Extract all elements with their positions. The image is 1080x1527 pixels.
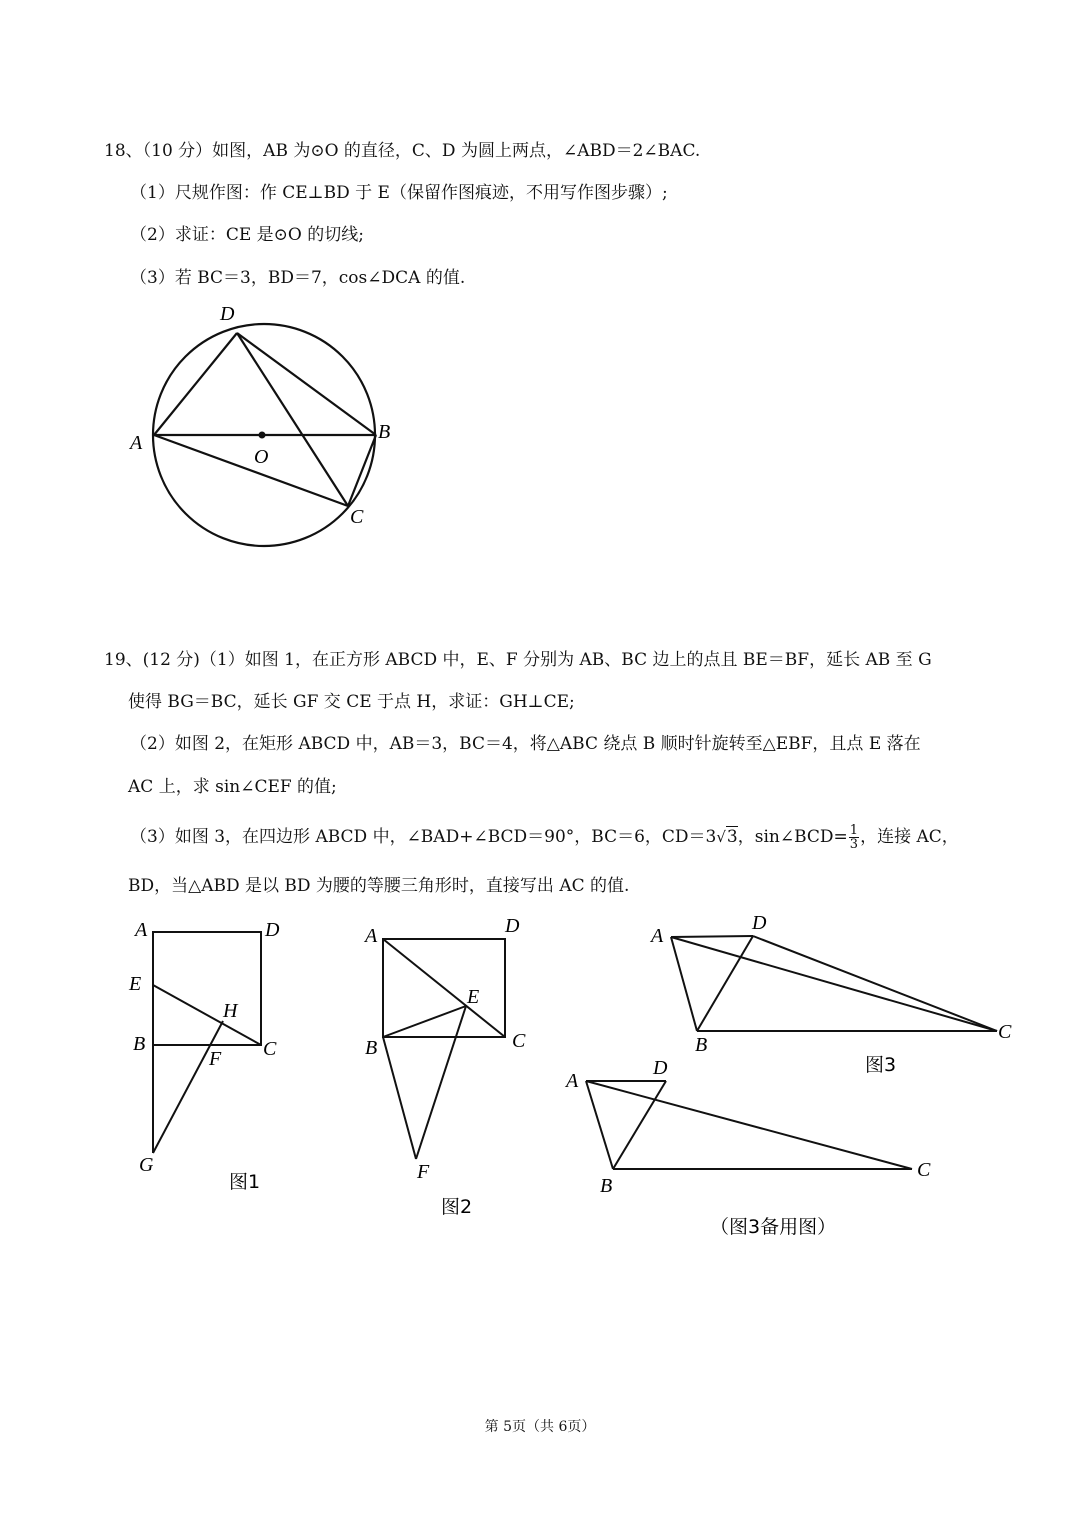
segment-ac [671,937,997,1031]
segment-bd [697,936,753,1031]
q18-part1: （1）尺规作图：作 CE⊥BD 于 E（保留作图痕迹，不用写作图步骤）; [130,183,668,203]
q18-circle-figure [120,296,410,556]
segment-ab [671,937,697,1031]
label-b: B [695,1034,708,1056]
label-c: C [917,1159,931,1181]
segment-gh [153,1021,223,1153]
segment-db [237,333,376,435]
q19-part2: （2）如图 2，在矩形 ABCD 中，AB＝3，BC＝4，将△ABC 绕点 B 顺时针旋转至△EBF，且点 E 落在 [130,734,921,754]
q18-part2: （2）求证：CE 是⊙O 的切线; [130,225,364,245]
figure-1-caption: 图1 [229,1171,261,1193]
q19-part3-sqrt: 3 [726,827,738,847]
figure-3-backup-caption: （图3备用图） [710,1216,837,1238]
q19-part3-cont: BD，当△ABD 是以 BD 为腰的等腰三角形时，直接写出 AC 的值. [128,876,630,896]
fraction-numerator: 1 [849,823,859,838]
q19-part3-text-a: （3）如图 3，在四边形 ABCD 中，∠BAD+∠BCD＝90°，BC＝6，CD＝3 [130,827,717,847]
segment-ab [586,1081,613,1169]
segment-ac [154,435,348,506]
q19-figure-1 [125,915,300,1200]
label-b: B [600,1175,613,1197]
segment-ac [586,1081,912,1169]
segment-dc [753,936,997,1031]
q19-figure-3-backup [560,1055,960,1245]
segment-ac [383,939,505,1037]
label-h: H [223,1000,238,1022]
segment-ad [671,936,753,937]
label-b: B [378,421,391,443]
label-e: E [129,973,142,995]
q19-part2-cont: AC 上，求 sin∠CEF 的值; [128,777,337,797]
segment-be [383,1006,466,1037]
label-a: A [135,919,148,941]
q19-part3-text-c: ，连接 AC， [860,827,959,847]
fraction-denominator: 3 [849,837,859,852]
square-abcd [153,932,261,1045]
label-c: C [998,1021,1012,1043]
label-d: D [653,1057,668,1079]
label-g: G [139,1154,154,1176]
q19-part3-text-b: ，sin∠BCD= [737,827,848,847]
label-d: D [505,915,520,937]
segment-dc [237,333,348,506]
page-footer: 第 5页（共 6页） [484,1419,596,1435]
segment-bc [348,435,376,506]
label-f: F [417,1161,430,1183]
q18-part3: （3）若 BC＝3，BD＝7，cos∠DCA 的值. [130,268,466,288]
label-c: C [512,1030,526,1052]
label-a: A [365,925,378,947]
label-o: O [254,446,269,468]
q19-part1-cont: 使得 BG＝BC，延长 GF 交 CE 于点 H，求证：GH⊥CE; [128,692,575,712]
label-a: A [566,1070,579,1092]
label-d: D [752,912,767,934]
q19-heading: 19、(12 分)（1）如图 1，在正方形 ABCD 中，E、F 分别为 AB、BC 边上的点且 BE＝BF，延长 AB 至 G [104,650,932,670]
q19-part3: （3）如图 3，在四边形 ABCD 中，∠BAD+∠BCD＝90°，BC＝6，CD＝3√3，sin∠BCD= $\frac{1}{3}$ ，连接 AC， [130,823,959,852]
q19-figure-2 [355,910,545,1220]
segment-bf [383,1037,416,1159]
label-a: A [651,925,664,947]
label-c: C [350,506,364,528]
label-b: B [365,1037,378,1059]
q18-heading: 18、（10 分）如图，AB 为⊙O 的直径，C、D 为圆上两点，∠ABD＝2∠BAC. [104,141,701,161]
segment-ef [416,1006,466,1159]
label-c: C [263,1038,277,1060]
q19-fraction [849,824,859,851]
label-d: D [220,303,235,325]
label-d: D [265,919,280,941]
figure-2-caption: 图2 [441,1196,473,1218]
label-e: E [467,986,480,1008]
segment-ec [153,985,261,1045]
label-f: F [209,1048,222,1070]
figure-3-caption: 图3 [865,1054,897,1076]
label-a: A [130,432,143,454]
label-b: B [133,1033,146,1055]
center-point-o [259,432,266,439]
segment-bd [613,1081,666,1169]
